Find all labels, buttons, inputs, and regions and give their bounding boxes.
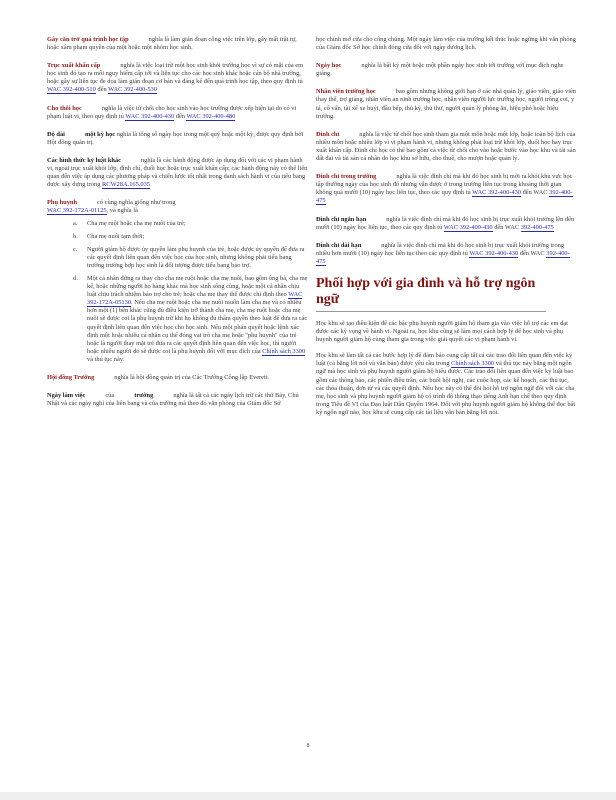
- definition-in-school-suspension: [316, 173, 578, 205]
- term: Nhân viên trường học: [316, 88, 376, 96]
- definition-school-personnel: [316, 88, 578, 120]
- page-number: 8: [306, 743, 310, 749]
- policy-link[interactable]: Chính sách 3300: [262, 347, 306, 355]
- definition-text: nghĩa là việc loại trừ một học sinh khỏi trường học vì sự có mặt của em học sinh đó tạo ra mối nguy hiểm cấp tới và liên tục cho các học sinh khác hoặc cán bộ nhà trường, hoặc gây sự liên tục đe dọa làm gián đoạn cơ bản và đáng kể đến quá trình học tập, theo quy định tủ: [47, 62, 304, 86]
- definition-text: nghĩa là bất kỳ một hoặc một phần ngày học sinh tới trường với mục đích nghe giảng.: [316, 62, 564, 78]
- definition-text: nghĩa là việc từ chối cho học sinh vào học trường được xếp hiện tại do có vi phạm luật vi, theo quy định tủ: [47, 104, 297, 120]
- continued-text: học chính mở cửa cho công chúng. Một ngày làm việc của trường kết thúc hoặc ngừng khi văn phòng của Giám đốc Sở học chính đóng cửa đối với ngày dương lịch.: [316, 36, 576, 52]
- connector: đến WAC: [519, 249, 545, 257]
- definition-term-length: [47, 131, 309, 147]
- term: Cho thôi học: [47, 104, 82, 112]
- wac-link[interactable]: WAC 392-400-430: [443, 223, 493, 231]
- connector: đến: [175, 112, 185, 120]
- left-column: [47, 36, 309, 418]
- term: Gây căn trở quá trình học tập: [47, 36, 129, 43]
- definition-other-discipline: [47, 157, 309, 189]
- wac-link[interactable]: WAC 392-400-530: [108, 86, 157, 94]
- policy-link[interactable]: Chính sách 3300: [451, 360, 495, 368]
- list-item: b. Cha mẹ nuôi tạm thời;: [73, 232, 145, 240]
- definition-emergency-expulsion: [47, 62, 309, 94]
- wac-link[interactable]: WAC 392-400-430: [472, 189, 521, 197]
- definition-text: nghĩa là việc đình chỉ mà khi đó học sinh bị trục xuất khỏi trường trong nhiều hơn mười (10) ngày học liên tục theo các quy định tủ: [316, 241, 565, 257]
- term: Đình chỉ dài hạn: [316, 241, 362, 249]
- connector: đến: [97, 86, 107, 94]
- wac-link[interactable]: WAC 392-400-430: [125, 112, 175, 120]
- term: Đình chỉ ngắn hạn: [316, 215, 367, 223]
- term: Ngày học: [316, 62, 342, 70]
- definition-expulsion: [47, 105, 309, 121]
- definition-long-term-suspension: [316, 242, 578, 266]
- rcw-link[interactable]: RCW28A.165.035: [102, 181, 150, 189]
- definition-text: nghĩa là việc đình chỉ mà khi đó học sinh bị trục xuất khỏi trường lên đến mười (10) ngày học liên tục, theo các quy định tủ: [316, 215, 575, 231]
- definition-text: nghĩa là tổng số ngày học trong một quý hoặc một kỳ, được quy định bởi Hội đồng quản trị.: [47, 130, 304, 146]
- wac-link[interactable]: WAC 392-400-510: [47, 86, 96, 94]
- definition-disruption: [47, 36, 309, 52]
- connector: đến WAC: [494, 223, 520, 231]
- term: Đình chỉ: [316, 130, 340, 138]
- definition-text: , và nghĩa là: [106, 207, 138, 215]
- paragraph: Học khu sẽ tạo điều kiện để các bậc phụ huynh người giám hộ tham gia vào việc hỗ trợ các em đạt được các kỳ vọng về hành vi. Ngoài ra, học khu cũng sẽ làm mọi cách hợp lý để học sinh và phụ huynh người giám hộ cùng tham gia trong việc giải quyết các vi phạm hành vi.: [316, 319, 568, 344]
- term: Phụ huynh: [47, 199, 78, 207]
- definition-school-board: [47, 374, 309, 382]
- paragraph: Học khu sẽ làm tất cả các bước hợp lý để đảm bảo cung cấp tất cả các trao đổi liên quan đến việc kỷ luật (cả bằng lời nói và văn bản) được yêu cầu trong Chính sách 3300 và thủ tục này bằng một ngôn ngữ mà học sinh và phụ huynh người giám hộ hiểu được. Các trao đổi liên quan đến việc kỷ luật bao gồm các thông báo, các phiên điều trần, các buổi hội nghị, các cuộc họp, các kế hoạch, các thủ tục, các thỏa thuận, đơn từ và các quyết định. Nếu học này có thể đòi hỏi hỗ trợ ngôn ngữ đối với các cha mẹ, học sinh và phụ huynh người giám hộ có trình độ thông thạo tiếng Anh hạn chế theo quy định trong Tiêu đề VI của Đạo luật Dân Quyền 1964. Đối với phụ huynh người giám hộ không thể đọc bất kỳ ngôn ngữ nào, học khu sẽ cung cấp các tài liệu văn bản bằng lời nói.: [316, 352, 576, 416]
- definition-parent: [47, 199, 309, 364]
- wac-link[interactable]: WAC 392-172A-05130: [87, 291, 303, 307]
- list-item: a. Cha mẹ ruột hoặc cha mẹ nuôi của trẻ;: [73, 219, 186, 227]
- definition-text: nghĩa là hội đồng quản trị của Các Trường Công lập Everett.: [114, 374, 270, 381]
- definition-text: nghĩa là việc đình chỉ mà khi đó học sinh bị mời ra khỏi khu vực học tập thường ngày của học sinh đó nhưng vẫn được ở trong trường liên tục trong khoảng thời gian không quá mười (10) ngày học liên tục, theo các quy định tủ: [316, 173, 573, 197]
- definition-short-term-suspension: [316, 216, 578, 232]
- wac-link[interactable]: WAC 392-400-480: [186, 112, 236, 120]
- wac-link[interactable]: 392-400-475: [520, 223, 554, 231]
- parent-list: [47, 220, 309, 365]
- definition-text: nghĩa là làm gián đoạn công việc trên lớp, gây mất trật tự, hoặc xâm phạm quyền của một hoặc một nhóm học sinh.: [47, 36, 297, 52]
- term: Ngày làm việc: [47, 392, 86, 400]
- term: Độ dài: [47, 130, 65, 138]
- term: Hội đồng Trường: [47, 374, 95, 381]
- term: Trục xuất khẩn cấp: [47, 62, 101, 70]
- definition-text: nghĩa là các hành động được áp dụng đối với các vi phạm hành vi, ngoài trục xuất khỏi lớp, đình chỉ, đuổi học hoặc trục xuất khẩn cấp; các hành động này có thể liên quan đến việc áp dụng các phương pháp và chiến lược tốt nhất trong danh sách hành vi của tiểu bang được xây dựng trong: [47, 156, 308, 189]
- term: Các hình thức kỷ luật khác: [47, 156, 121, 164]
- wac-link[interactable]: WAC 392-400-430: [469, 249, 519, 257]
- right-column: [316, 36, 578, 425]
- definition-school-business-day: Ngày làm việc của trường nghĩa là tất cả các ngày lịch trừ các thứ Bảy, Chủ Nhật và các ngày nghỉ của liên bang và của trường mà theo đó văn phòng của Giám đốc Sở: [47, 392, 299, 408]
- term: Đình chỉ trong trường: [316, 173, 377, 181]
- connector: đến WAC: [522, 189, 548, 197]
- term: một kỳ học: [84, 130, 116, 138]
- definition-text: nghĩa là tất cả các ngày lịch trừ các thứ Bảy, Chủ Nhật và các ngày nghỉ của liên bang và của trường mà theo đó văn phòng của Giám đốc Sở: [47, 392, 299, 408]
- list-item: d. Một cá nhân đứng ra thay cho cha mẹ ruột hoặc cha mẹ nuôi, bao gồm ông bà, cha mẹ kế, hoặc những người họ hàng khác mà học sinh sống cùng, hoặc một cá nhân chịu luật chịu trách nhiệm bảo trợ cho trẻ; hoặc cha mẹ thay thế được chỉ định theo WAC 392-172A-05130. Nếu cha mẹ ruột hoặc cha mẹ nuôi muốn làm cha mẹ và có nhiều hơn một (1) bên khác cũng đủ điều kiện trở thành cha mẹ, cha mẹ ruột hoặc cha mẹ nuôi sẽ được coi là phụ huynh trừ khi họ không đủ thẩm quyền theo luật để đưa ra các quyết định liên quan đến việc học cho học sinh. Nếu một phán quyết hoặc lệnh xác định một hoặc nhiều cá nhân cụ thể đóng vai trò cha mẹ hoặc "phụ huynh" của trẻ hoặc là người thay mặt trẻ đưa ra các quyết định liên quan đến việc học, thì người hoặc nhiều người đó sẽ được coi là phụ huynh đối với mục đích của Chính sách 3300 và thủ tục này.: [73, 274, 308, 363]
- list-item: c. Người giám hộ được ủy quyền làm phụ huynh của trẻ, hoặc được ủy quyền để đưa ra các quyết định liên quan đến việc học của học sinh, nhưng không phải tiểu bang trường trường hợp học sinh là đối tượng được tiểu bang bảo trợ.: [73, 245, 305, 269]
- term: trường: [134, 392, 154, 400]
- definition-school-day: [316, 62, 578, 78]
- page-bottom-bar: [0, 792, 616, 800]
- section-heading: Phối hợp với gia đình và hỗ trợ ngôn ngữ: [316, 276, 546, 312]
- definition-text: có cùng nghĩa giống như trong: [97, 199, 176, 207]
- definition-text: nghĩa là việc từ chối học sinh tham gia một môn hoặc một lớp, hoặc toàn bộ lịch của nhiều môn hoặc nhiều lớp vì vi phạm hành vi, nhưng không phải loại trừ khỏi lớp, đuổi học hay trục xuất khẩn cấp. Đình chỉ học có thể bao gồm cả việc từ chối cho vào hoặc bước vào học khu và tài sản đất đai và tài sản cá nhân do học khu sở hữu, cho thuê, cho mượn hoặc quản lý.: [316, 130, 576, 163]
- definition-text: bao gồm nhưng không giới hạn ở các nhà quản lý, giáo viên, giáo viên thay thế, trợ giảng, nhân viên an ninh trường học, nhân viên người lực trường học, người trông coi, y tá, cố vấn, tài xế xe buýt, đầu bếp, thủ ký, thủ thư, người quản lý phòng ăn, hiệu phó hoặc hiệu trưởng.: [316, 88, 576, 120]
- wac-link[interactable]: 392-400-475: [316, 189, 573, 205]
- wac-link[interactable]: 392-400-475: [316, 249, 570, 265]
- wac-link[interactable]: WAC 392-172A-01125: [47, 207, 107, 215]
- definition-suspension: [316, 131, 578, 163]
